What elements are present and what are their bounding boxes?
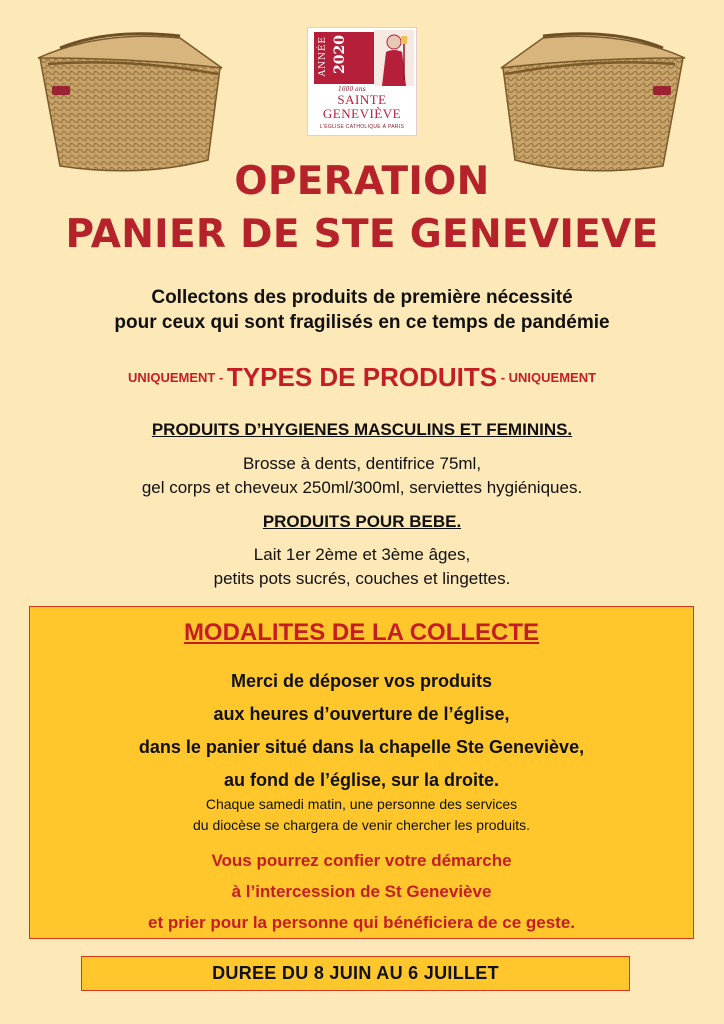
collecte-line: Merci de déposer vos produits	[230, 671, 493, 691]
collecte-box	[29, 606, 694, 939]
collecte-line: au fond de l’église, sur la droite.	[223, 770, 500, 790]
collecte-note	[30, 794, 693, 836]
logo-year-block	[314, 32, 374, 84]
logo-annee: ANNÉE	[318, 36, 328, 77]
collecte-prayer-line: à l’intercession de St Geneviève	[231, 882, 492, 901]
duration-banner: DUREE DU 8 JUIN AU 6 JUILLET	[81, 956, 630, 991]
types-prefix: UNIQUEMENT -	[127, 370, 227, 385]
collecte-prayer-line: et prier pour la personne qui bénéficiera de ce geste.	[147, 913, 576, 932]
bebe-text	[0, 543, 724, 591]
hygiene-heading: PRODUITS D’HYGIENES MASCULINS ET FEMININS.	[151, 420, 573, 439]
collecte-note-line: Chaque samedi matin, une personne des services	[205, 796, 518, 812]
collecte-instructions	[30, 665, 693, 797]
hygiene-text	[0, 452, 724, 500]
logo-line-genevieve: GENEVIÈVE	[322, 106, 402, 121]
hygiene-line-1: Brosse à dents, dentifrice 75ml,	[242, 454, 482, 473]
types-banner	[0, 362, 724, 393]
collecte-prayer-line: Vous pourrez confier votre démarche	[211, 851, 512, 870]
bebe-line-1: Lait 1er 2ème et 3ème âges,	[253, 545, 471, 564]
logo-year: 2020	[332, 35, 348, 74]
hygiene-line-2: gel corps et cheveux 250ml/300ml, serviettes hygiéniques.	[141, 478, 583, 497]
wicker-basket-right-icon	[498, 28, 693, 178]
title-line-1: OPERATION	[234, 159, 490, 204]
intro-text	[0, 285, 724, 335]
bebe-heading: PRODUITS POUR BEBE.	[262, 512, 462, 531]
intro-line-1: Collectons des produits de première nécessité	[151, 287, 573, 308]
types-suffix: - UNIQUEMENT	[497, 370, 597, 385]
logo-line-sainte: SAINTE	[337, 92, 387, 107]
logo-anniversary: 1600 ans	[338, 86, 366, 93]
bebe-line-2: petits pots sucrés, couches et lingettes.	[213, 569, 511, 588]
saint-figure-icon	[374, 30, 414, 86]
wicker-basket-left-icon	[30, 28, 225, 178]
sainte-genevieve-logo	[307, 27, 417, 136]
intro-line-2: pour ceux qui sont fragilisés en ce temps de pandémie	[114, 312, 610, 333]
logo-line-eglise: L'ÉGLISE CATHOLIQUE À PARIS	[319, 124, 405, 130]
collecte-line: dans le panier situé dans la chapelle Ste Geneviève,	[138, 737, 585, 757]
collecte-note-line: du diocèse se chargera de venir chercher les produits.	[193, 817, 530, 833]
collecte-line: aux heures d’ouverture de l’église,	[213, 704, 510, 724]
types-heading: TYPES DE PRODUITS	[226, 362, 498, 392]
collecte-title: MODALITES DE LA COLLECTE	[183, 619, 540, 646]
collecte-prayer	[30, 845, 693, 938]
title-line-2: PANIER DE STE GENEVIEVE	[65, 212, 659, 257]
